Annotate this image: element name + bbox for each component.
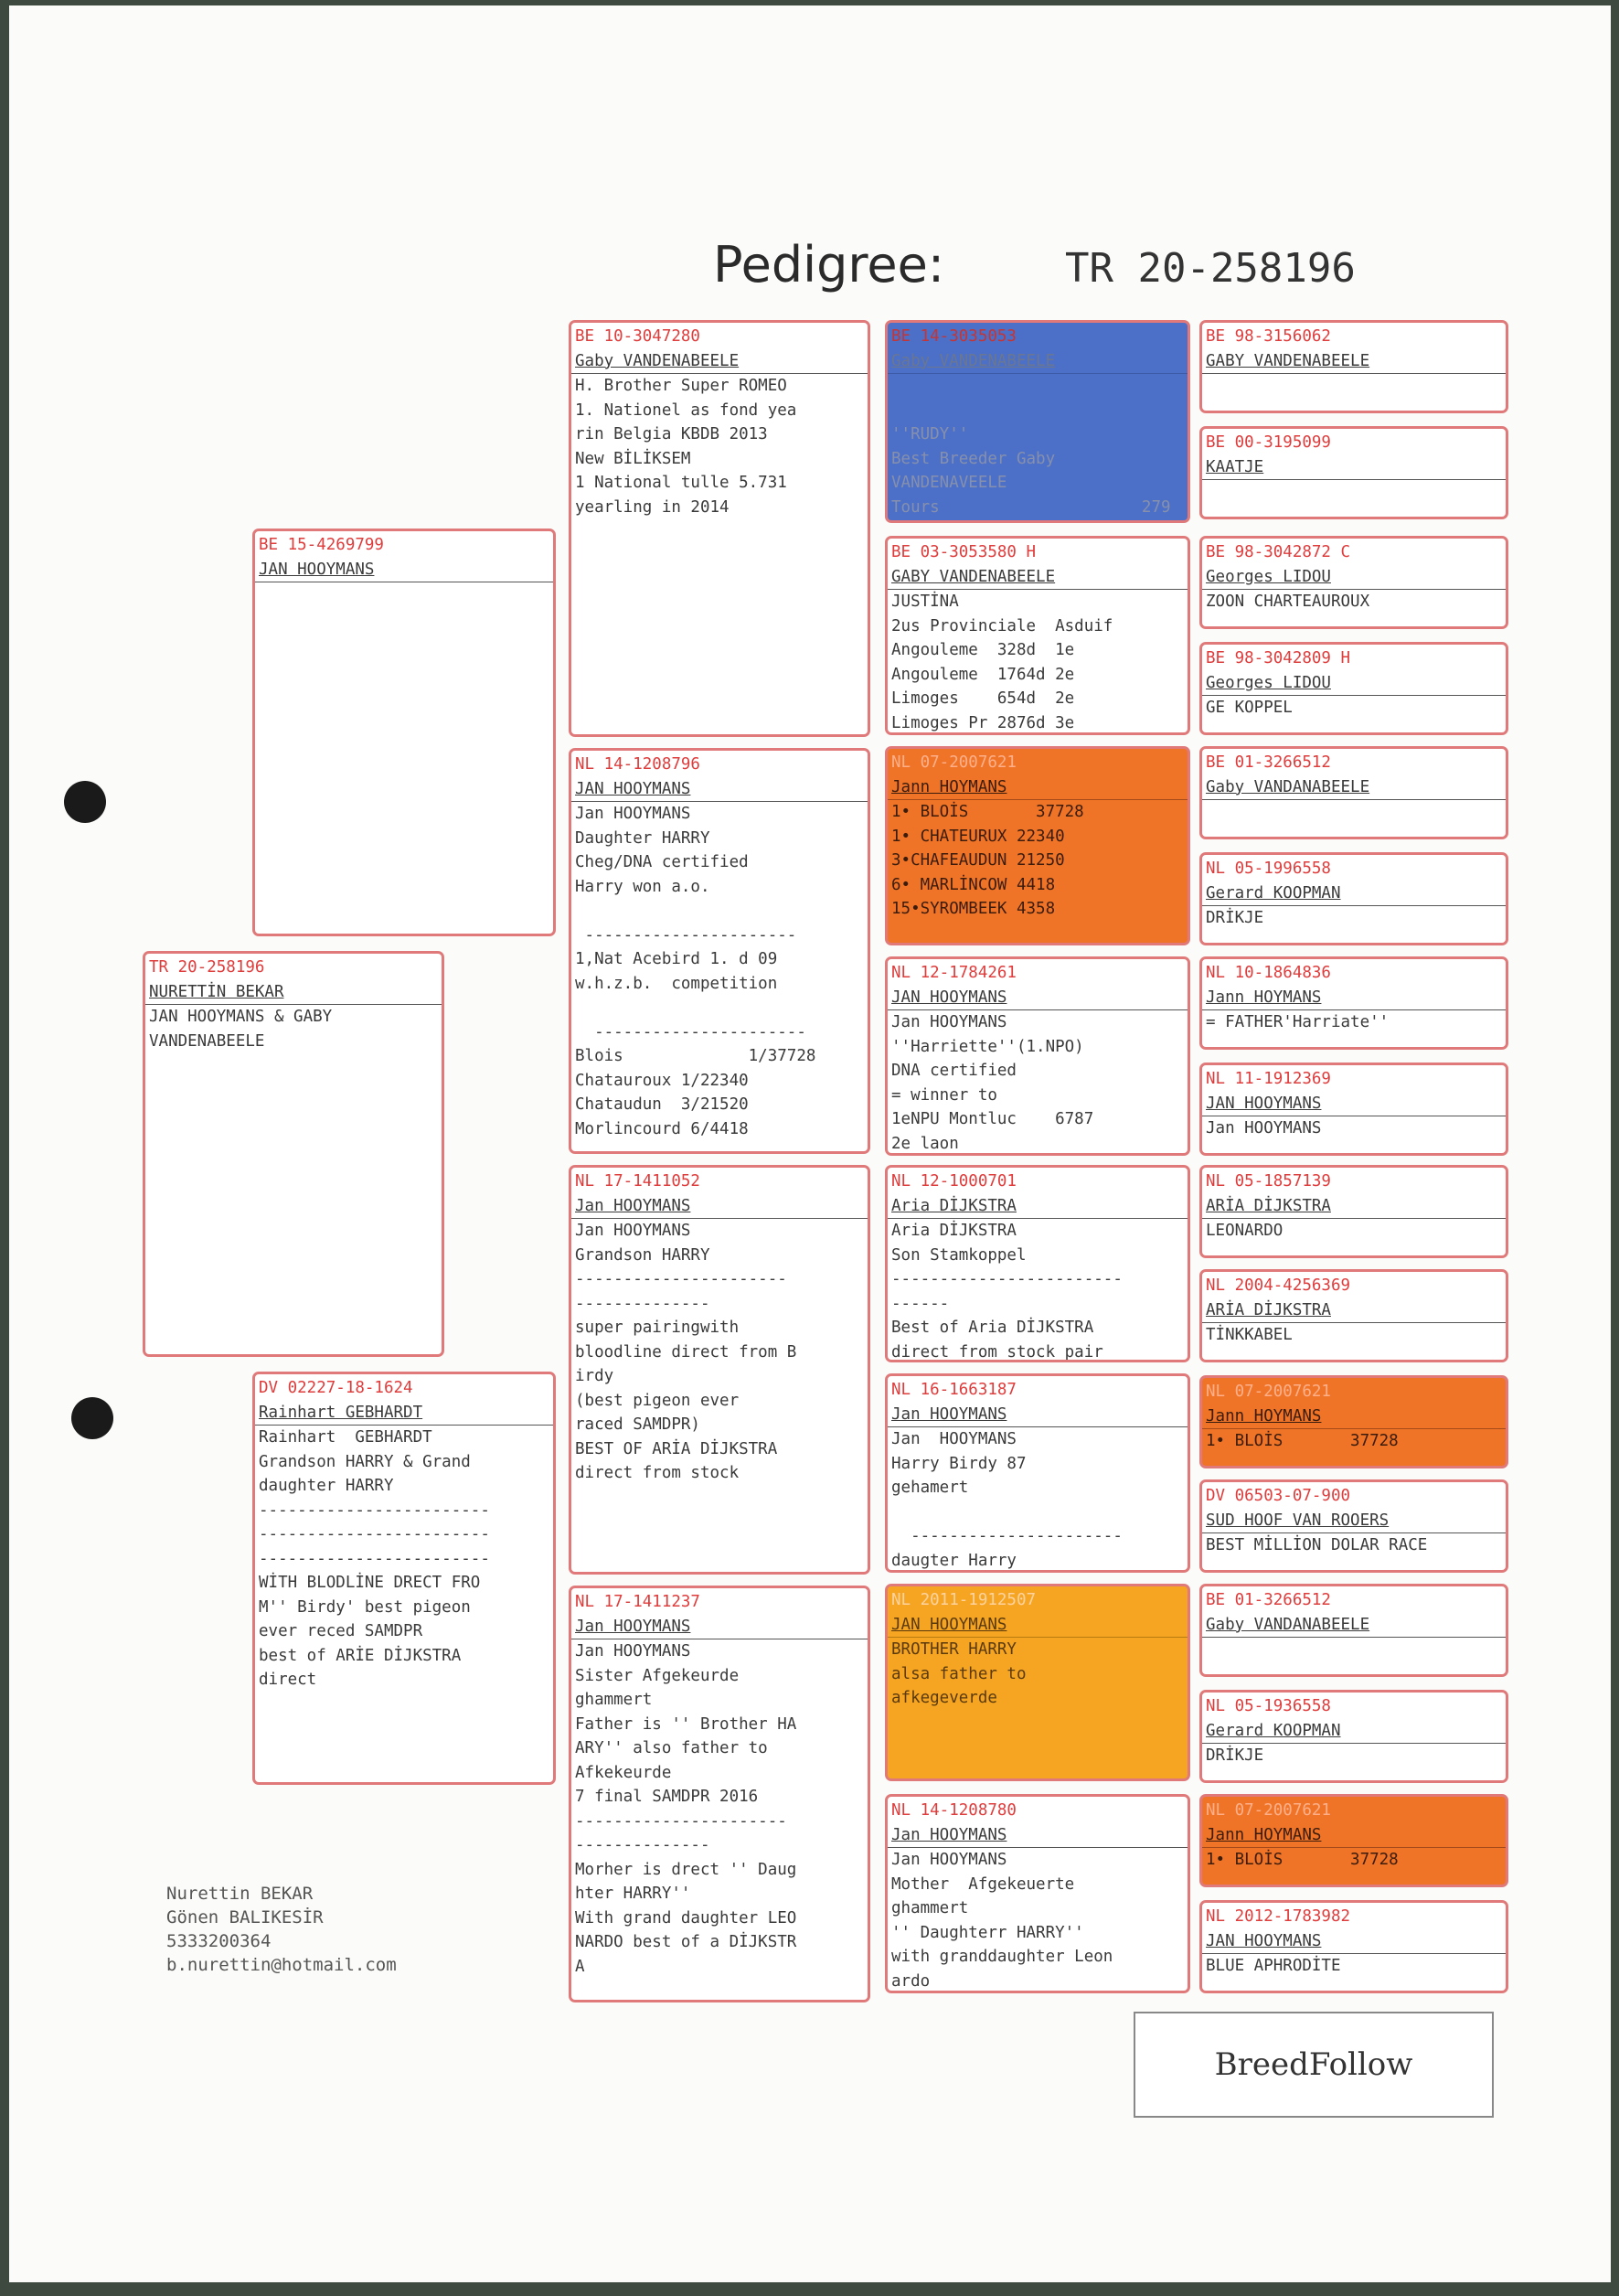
note-line: '' Daughterr HARRY'' — [891, 1923, 1084, 1942]
owner-name: Jann HOYMANS — [1202, 986, 1506, 1011]
owner-name: Gaby VANDANABEELE — [1202, 1613, 1506, 1639]
note-line: BEST MİLLİON DOLAR RACE — [1206, 1536, 1428, 1554]
note-line: ---------------------- — [575, 1270, 787, 1288]
note-line: JUSTİNA — [891, 593, 959, 611]
note-line: ---------------------- — [575, 1811, 787, 1831]
note-line: raced SAMDPR) — [575, 1415, 700, 1434]
breeder-phone: 5333200364 — [166, 1931, 272, 1951]
note-line: JAN HOOYMANS & GABY — [149, 1008, 333, 1026]
ring-number: NL 14-1208780 — [891, 1801, 1017, 1820]
owner-name: ARİA DİJKSTRA — [1202, 1194, 1506, 1220]
note-line: daugter Harry — [891, 1551, 1017, 1570]
note-line: best of ARİE DİJKSTRA — [259, 1646, 462, 1665]
note-line: ghammert — [891, 1899, 969, 1917]
pigeon-notes — [1206, 1429, 1502, 1454]
great-grandparent-card — [885, 320, 1190, 523]
ring-number: NL 07-2007621 — [891, 753, 1017, 772]
pigeon-notes — [575, 1219, 864, 1486]
note-line: DRİKJE — [1206, 909, 1264, 927]
pigeon-notes — [891, 1848, 1184, 1993]
note-line: Best of Aria DİJKSTRA — [891, 1319, 1094, 1337]
pigeon-notes — [891, 1010, 1184, 1156]
note-line: ---------------------- — [575, 1022, 806, 1041]
ring-number: NL 17-1411052 — [575, 1172, 700, 1191]
owner-name: NURETTİN BEKAR — [145, 980, 442, 1006]
pigeon-notes — [1206, 1116, 1502, 1141]
note-line: Jan HOOYMANS — [891, 1430, 1017, 1448]
note-line: ---------------------- — [575, 925, 797, 945]
owner-name: Georges LIDOU — [1202, 671, 1506, 697]
note-line: Jan HOOYMANS — [891, 1851, 1007, 1869]
dam-card — [252, 1372, 556, 1785]
note-line: ARY'' also father to — [575, 1739, 768, 1757]
pigeon-notes — [891, 590, 1184, 735]
note-line: TİNKKABEL — [1206, 1326, 1293, 1344]
ring-number: NL 07-2007621 — [1206, 1383, 1331, 1401]
gg-grandparent-card — [1199, 1375, 1508, 1468]
note-line: 7 final SAMDPR 2016 — [575, 1788, 759, 1806]
note-line: -------------- — [575, 1294, 710, 1313]
note-line: Morlincourd 6/4418 — [575, 1119, 749, 1138]
note-line: 1. Nationel as fond yea — [575, 400, 797, 420]
note-line: ardo — [891, 1971, 931, 1991]
note-line: Limoges Pr 2876d 3e — [891, 713, 1075, 732]
note-line: irdy — [575, 1367, 614, 1385]
note-line: GE KOPPEL — [1206, 699, 1293, 717]
owner-name: Jann HOYMANS — [1202, 1404, 1506, 1430]
owner-name: GABY VANDENABEELE — [1202, 349, 1506, 375]
note-line: bloodline direct from B — [575, 1342, 797, 1362]
note-line: Best Breeder Gaby — [891, 449, 1056, 468]
great-grandparent-card — [885, 956, 1190, 1156]
owner-name: Jan HOOYMANS — [571, 1194, 868, 1220]
sire-card — [252, 529, 556, 936]
note-line: Chataudun 3/21520 — [575, 1095, 749, 1114]
note-line: NARDO best of a DİJKSTR — [575, 1933, 797, 1951]
note-line: 1eNPU Montluc 6787 — [891, 1110, 1094, 1128]
owner-name: Aria DİJKSTRA — [888, 1194, 1188, 1220]
pigeon-notes — [575, 1639, 864, 1979]
note-line — [891, 374, 1184, 399]
gg-grandparent-card — [1199, 1063, 1508, 1156]
note-line: Grandson HARRY & Grand — [259, 1452, 471, 1471]
gg-grandparent-card — [1199, 1690, 1508, 1783]
note-line: Father is '' Brother HA — [575, 1714, 797, 1734]
ring-number: NL 10-1864836 — [1206, 964, 1331, 982]
note-line: rin Belgia KBDB 2013 — [575, 425, 768, 443]
gg-grandparent-card — [1199, 956, 1508, 1050]
note-line: BROTHER HARRY — [891, 1640, 1017, 1659]
owner-name: JAN HOOYMANS — [571, 777, 868, 803]
owner-name: Gerard KOOPMAN — [1202, 881, 1506, 907]
note-line: with granddaughter Leon — [891, 1948, 1113, 1966]
note-line: 15•SYROMBEEK 4358 — [891, 900, 1056, 918]
granddam-sire-side-card — [569, 748, 870, 1154]
note-line: w.h.z.b. competition — [575, 974, 778, 993]
note-line: ---------------------- — [891, 1527, 1123, 1545]
note-line: yearling in 2014 — [575, 497, 730, 517]
gg-grandparent-card — [1199, 320, 1508, 413]
note-line: Sister Afgekeurde — [575, 1666, 740, 1685]
pigeon-notes — [1206, 1848, 1502, 1873]
owner-name: Jann HOYMANS — [888, 775, 1188, 801]
subject-card — [143, 951, 444, 1357]
note-line: 6• MARLİNCOW 4418 — [891, 875, 1056, 894]
note-line: Daughter HARRY — [575, 828, 710, 848]
note-line: ZOON CHARTEAUROUX — [1206, 593, 1370, 611]
owner-name: Jan HOOYMANS — [571, 1615, 868, 1640]
subject-ring-number: TR 20-258196 — [1065, 245, 1356, 292]
pigeon-notes — [891, 1219, 1184, 1362]
ring-number: BE 01-3266512 — [1206, 1591, 1331, 1609]
note-line: 1• BLOİS 37728 — [1206, 1432, 1399, 1450]
note-line: 1,Nat Acebird 1. d 09 — [575, 950, 778, 968]
ring-number: BE 98-3042809 H — [1206, 649, 1351, 667]
ring-number: BE 01-3266512 — [1206, 753, 1331, 772]
ring-number: NL 2012-1783982 — [1206, 1907, 1351, 1926]
note-line — [575, 899, 864, 924]
breeder-name: Nurettin BEKAR — [166, 1884, 314, 1904]
gg-grandparent-card — [1199, 642, 1508, 735]
owner-name: Jann HOYMANS — [1202, 1823, 1506, 1849]
owner-name: Georges LIDOU — [1202, 565, 1506, 591]
pigeon-notes — [1206, 1533, 1502, 1558]
owner-name: JAN HOOYMANS — [1202, 1092, 1506, 1117]
ring-number: NL 12-1784261 — [891, 964, 1017, 982]
note-line: H. Brother Super ROMEO — [575, 377, 787, 395]
ring-number: NL 05-1936558 — [1206, 1697, 1331, 1715]
note-line: -------------- — [575, 1836, 710, 1854]
ring-number: BE 14-3035053 — [891, 327, 1017, 346]
owner-name: JAN HOOYMANS — [888, 986, 1188, 1011]
owner-name: Rainhart GEBHARDT — [255, 1401, 553, 1426]
note-line: Blois 1/37728 — [575, 1047, 816, 1065]
great-grandparent-card — [885, 1584, 1190, 1781]
gg-grandparent-card — [1199, 1165, 1508, 1258]
note-line: BLUE APHRODİTE — [1206, 1957, 1341, 1975]
gg-grandparent-card — [1199, 1479, 1508, 1573]
note-line: ------------------------ — [891, 1270, 1123, 1288]
gg-grandparent-card — [1199, 536, 1508, 629]
pigeon-notes — [1206, 1954, 1502, 1979]
owner-name: JAN HOOYMANS — [1202, 1929, 1506, 1955]
note-line: Limoges 654d 2e — [891, 689, 1075, 708]
page-title: Pedigree: — [713, 236, 945, 294]
note-line: Harry Birdy 87 — [891, 1454, 1027, 1473]
note-line: ------ — [891, 1294, 950, 1313]
note-line: Angouleme 328d 1e — [891, 641, 1075, 659]
pigeon-notes — [1206, 1219, 1502, 1244]
owner-name: Jan HOOYMANS — [888, 1403, 1188, 1428]
note-line: VANDENABEELE — [149, 1031, 265, 1051]
pigeon-notes — [1206, 1323, 1502, 1348]
gg-grandparent-card — [1199, 1900, 1508, 1993]
pigeon-notes — [1206, 1010, 1502, 1035]
pigeon-notes — [1206, 906, 1502, 931]
note-line: Jan HOOYMANS — [891, 1013, 1007, 1031]
breeder-email: b.nurettin@hotmail.com — [166, 1955, 397, 1975]
gg-grandparent-card — [1199, 1584, 1508, 1677]
note-line: Jan HOOYMANS — [575, 1222, 691, 1240]
pigeon-notes — [575, 374, 864, 519]
ring-number: BE 00-3195099 — [1206, 433, 1331, 452]
gg-grandparent-card — [1199, 1794, 1508, 1887]
owner-name: KAATJE — [1202, 455, 1506, 481]
note-line: Cheg/DNA certified — [575, 853, 749, 871]
gg-grandparent-card — [1199, 1269, 1508, 1362]
note-line: 1• BLOİS 37728 — [891, 803, 1084, 821]
pigeon-notes — [1206, 696, 1502, 721]
pigeon-notes — [891, 1427, 1184, 1573]
note-line: hter HARRY'' — [575, 1885, 691, 1903]
note-line: LEONARDO — [1206, 1222, 1283, 1240]
note-line: WİTH BLODLİNE DRECT FRO — [259, 1574, 481, 1592]
ring-number: NL 07-2007621 — [1206, 1801, 1331, 1820]
note-line: VANDENAVEELE — [891, 474, 1007, 492]
ring-number: NL 17-1411237 — [575, 1593, 700, 1611]
great-grandparent-card — [885, 1373, 1190, 1573]
note-line: direct — [259, 1671, 317, 1689]
gg-grandparent-card — [1199, 426, 1508, 519]
ring-number: BE 10-3047280 — [575, 327, 700, 346]
owner-name: ARİA DİJKSTRA — [1202, 1298, 1506, 1324]
note-line: afkegeverde — [891, 1689, 997, 1707]
pigeon-notes — [259, 1426, 549, 1693]
ring-number: BE 03-3053580 H — [891, 543, 1037, 561]
ring-number: DV 02227-18-1624 — [259, 1379, 413, 1397]
note-line: DRİKJE — [1206, 1746, 1264, 1765]
note-line: 1• BLOİS 37728 — [1206, 1851, 1399, 1869]
note-line: 2us Provinciale Asduif — [891, 616, 1113, 635]
great-grandparent-card — [885, 746, 1190, 945]
gg-grandparent-card — [1199, 746, 1508, 839]
ring-number: BE 15-4269799 — [259, 536, 384, 554]
note-line: DNA certified — [891, 1062, 1017, 1080]
note-line: BEST OF ARİA DİJKSTRA — [575, 1439, 778, 1458]
note-line: A — [575, 1957, 585, 1976]
great-grandparent-card — [885, 536, 1190, 735]
owner-name: SUD HOOF VAN ROOERS — [1202, 1509, 1506, 1534]
note-line: Grandson HARRY — [575, 1245, 710, 1265]
ring-number: BE 98-3042872 C — [1206, 543, 1351, 561]
logo-text: BreedFollow — [1214, 2046, 1413, 2083]
pigeon-notes — [891, 800, 1184, 922]
gg-grandparent-card — [1199, 852, 1508, 945]
note-line: alsa father to — [891, 1664, 1027, 1683]
note-line: ------------------------ — [259, 1549, 490, 1568]
grandsire-sire-side-card — [569, 320, 870, 737]
note-line: Aria DİJKSTRA — [891, 1222, 1017, 1240]
note-line: gehamert — [891, 1479, 969, 1497]
breeder-contact — [166, 1882, 397, 1977]
note-line: ghammert — [575, 1691, 653, 1709]
note-line: Afkekeurde — [575, 1763, 672, 1782]
owner-name: JAN HOOYMANS — [255, 558, 553, 583]
note-line: = winner to — [891, 1085, 997, 1105]
owner-name: JAN HOOYMANS — [888, 1613, 1188, 1639]
ring-number: DV 06503-07-900 — [1206, 1487, 1351, 1505]
ring-number: NL 2004-4256369 — [1206, 1276, 1351, 1295]
ring-number: TR 20-258196 — [149, 958, 265, 977]
note-line: Jan HOOYMANS — [1206, 1119, 1322, 1137]
pigeon-notes — [891, 1638, 1184, 1711]
note-line: Tours 279 — [891, 497, 1171, 517]
note-line — [575, 996, 864, 1020]
note-line: ''RUDY'' — [891, 425, 969, 443]
note-line: Angouleme 1764d 2e — [891, 665, 1075, 684]
note-line: direct from stock — [575, 1464, 740, 1482]
note-line: ------------------------ — [259, 1525, 490, 1543]
note-line: ''Harriette''(1.NPO) — [891, 1037, 1084, 1056]
note-line: ever reced SAMDPR — [259, 1622, 423, 1640]
breeder-city: Gönen BALIKESİR — [166, 1907, 324, 1928]
ring-number: NL 11-1912369 — [1206, 1070, 1331, 1088]
note-line: (best pigeon ever — [575, 1391, 740, 1410]
note-line: super pairingwith — [575, 1319, 740, 1337]
note-line: Harry won a.o. — [575, 877, 710, 896]
punch-hole — [64, 781, 106, 823]
ring-number: NL 14-1208796 — [575, 755, 700, 774]
owner-name: Jan HOOYMANS — [888, 1823, 1188, 1849]
note-line: Jan HOOYMANS — [575, 1642, 691, 1661]
ring-number: NL 12-1000701 — [891, 1172, 1017, 1191]
granddam-dam-side-card — [569, 1586, 870, 2002]
note-line: With grand daughter LEO — [575, 1908, 797, 1928]
note-line: ------------------------ — [259, 1500, 490, 1520]
ring-number: NL 05-1857139 — [1206, 1172, 1331, 1191]
owner-name: Gaby VANDENABEELE — [888, 349, 1188, 375]
note-line: direct from stock pair — [891, 1342, 1103, 1362]
owner-name: GABY VANDENABEELE — [888, 565, 1188, 591]
note-line: = FATHER'Harriate'' — [1206, 1013, 1390, 1031]
note-line: Mother Afgekeuerte — [891, 1874, 1075, 1894]
ring-number: NL 05-1996558 — [1206, 860, 1331, 878]
ring-number: BE 98-3156062 — [1206, 327, 1331, 346]
note-line — [891, 399, 1184, 423]
note-line: New BİLİKSEM — [575, 449, 691, 468]
note-line: Chatauroux 1/22340 — [575, 1071, 749, 1090]
note-line: 1• CHATEURUX 22340 — [891, 827, 1065, 846]
ring-number: NL 2011-1912507 — [891, 1591, 1037, 1609]
ring-number: NL 16-1663187 — [891, 1381, 1017, 1399]
owner-name: Gaby VANDENABEELE — [571, 349, 868, 375]
note-line: Rainhart GEBHARDT — [259, 1428, 432, 1447]
pigeon-notes — [1206, 590, 1502, 614]
great-grandparent-card — [885, 1794, 1190, 1993]
pigeon-notes — [149, 1005, 438, 1053]
punch-hole — [71, 1397, 113, 1439]
pigeon-notes — [575, 802, 864, 1141]
note-line — [891, 1500, 1184, 1525]
note-line: Jan HOOYMANS — [575, 805, 691, 823]
note-line: Son Stamkoppel — [891, 1245, 1027, 1265]
great-grandparent-card — [885, 1165, 1190, 1362]
note-line: daughter HARRY — [259, 1477, 394, 1495]
note-line: 3•CHAFEAUDUN 21250 — [891, 851, 1065, 870]
note-line: Morher is drect '' Daug — [575, 1860, 797, 1879]
owner-name: Gaby VANDANABEELE — [1202, 775, 1506, 801]
pigeon-notes — [1206, 1744, 1502, 1768]
note-line: M'' Birdy' best pigeon — [259, 1597, 471, 1617]
breedfollow-logo — [1134, 2012, 1494, 2118]
note-line: 1 National tulle 5.731 — [575, 474, 787, 492]
note-line: 2e laon — [891, 1134, 959, 1153]
owner-name: Gerard KOOPMAN — [1202, 1719, 1506, 1745]
grandsire-dam-side-card — [569, 1165, 870, 1575]
pigeon-notes — [891, 374, 1184, 519]
